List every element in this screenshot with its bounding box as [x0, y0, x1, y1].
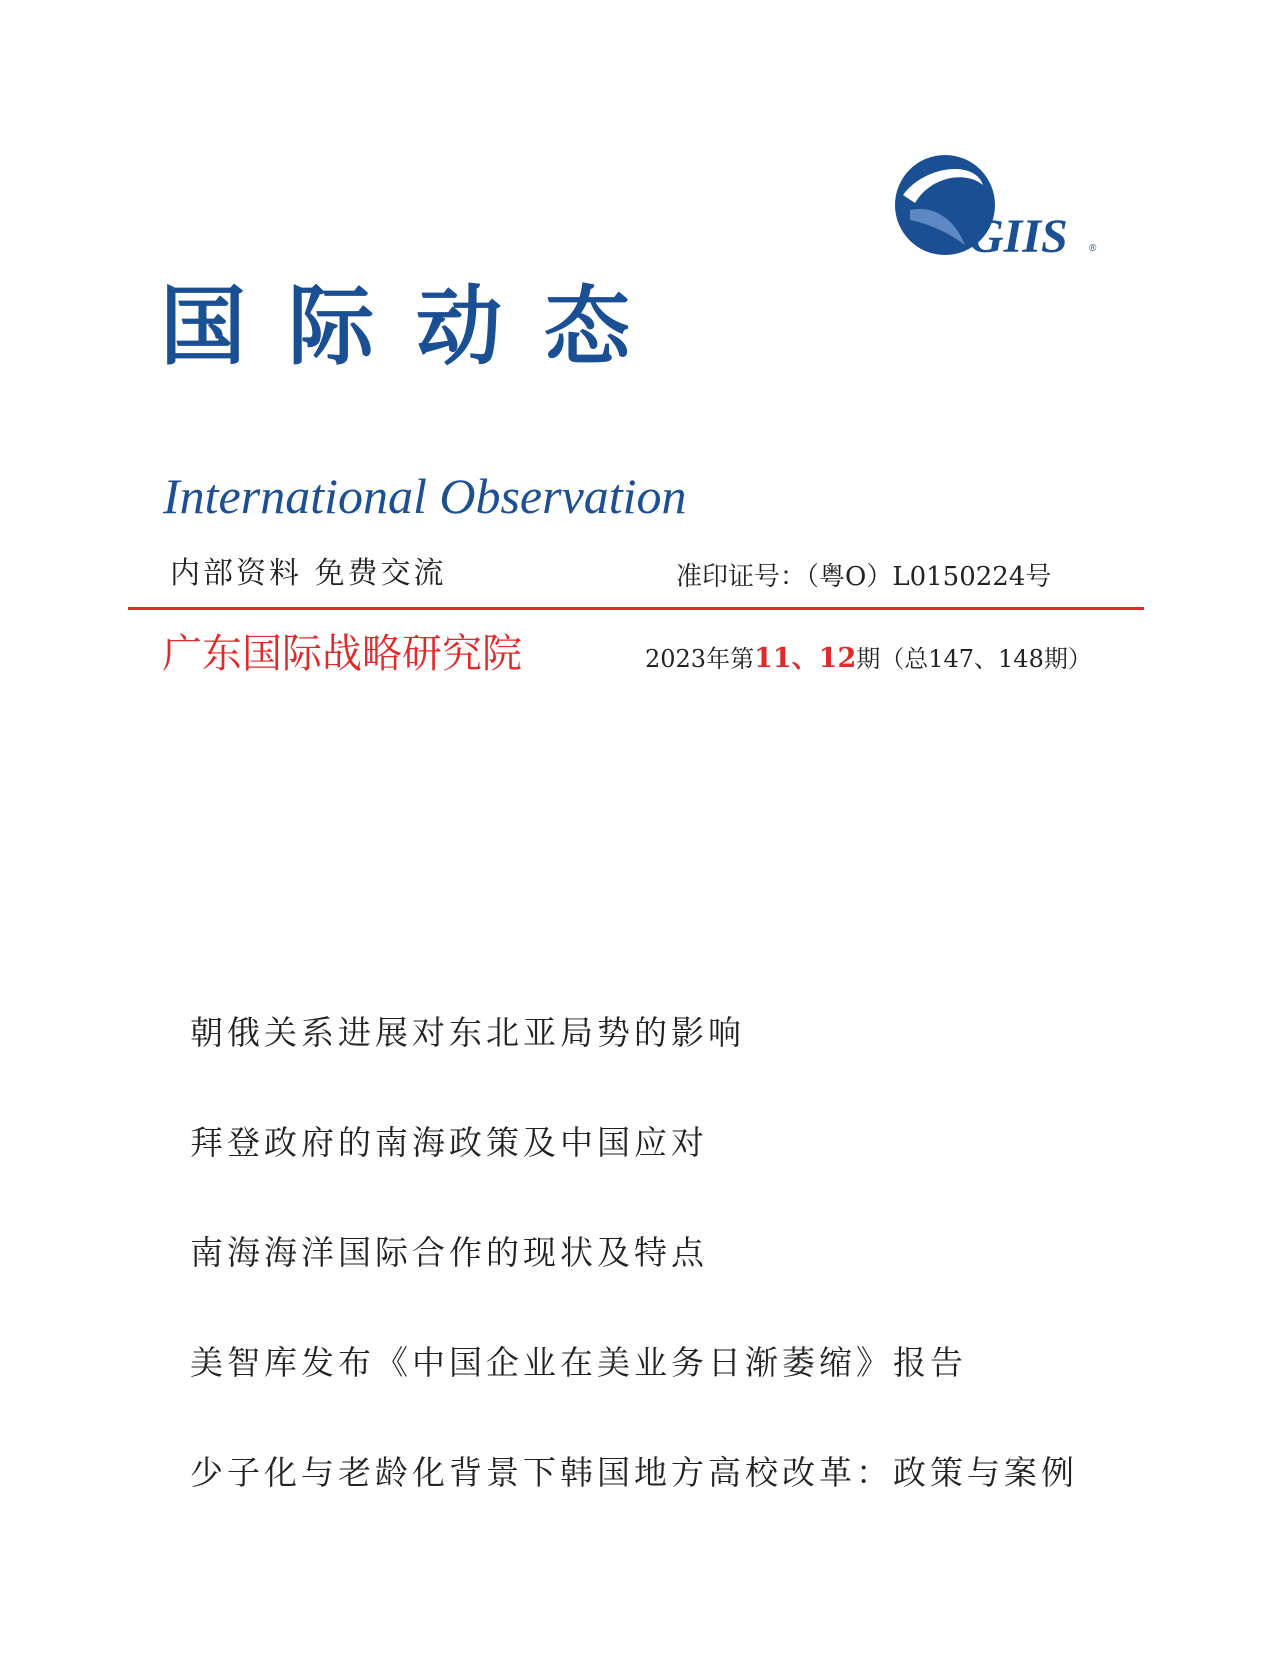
logo-text: GIIS [969, 210, 1068, 263]
article-title: 少子化与老龄化背景下韩国地方高校改革：政策与案例 [190, 1453, 1078, 1492]
issue-suffix: 期（总147、148期） [856, 645, 1092, 673]
institute-name: 广东国际战略研究院 [162, 631, 522, 677]
giis-logo [895, 155, 1115, 275]
title-chinese: 国际动态 [160, 277, 672, 377]
red-divider [128, 607, 1144, 610]
registered-mark: ® [1089, 243, 1097, 254]
issue-separator: 、 [791, 643, 819, 674]
issue-number-1: 11 [754, 643, 792, 674]
issue-prefix: 2023年第 [645, 645, 755, 673]
article-title: 朝俄关系进展对东北亚局势的影响 [190, 1013, 745, 1052]
internal-note: 内部资料 免费交流 [170, 556, 447, 591]
article-title: 美智库发布《中国企业在美业务日渐萎缩》报告 [190, 1343, 967, 1382]
permit-number: 准印证号：（粤O）L0150224号 [676, 562, 1052, 592]
article-list [190, 1008, 1078, 1558]
title-english: International Observation [163, 468, 687, 524]
issue-number-2: 12 [818, 643, 857, 674]
article-title: 拜登政府的南海政策及中国应对 [190, 1123, 708, 1162]
issue-info [645, 642, 1092, 676]
article-title: 南海海洋国际合作的现状及特点 [190, 1233, 708, 1272]
